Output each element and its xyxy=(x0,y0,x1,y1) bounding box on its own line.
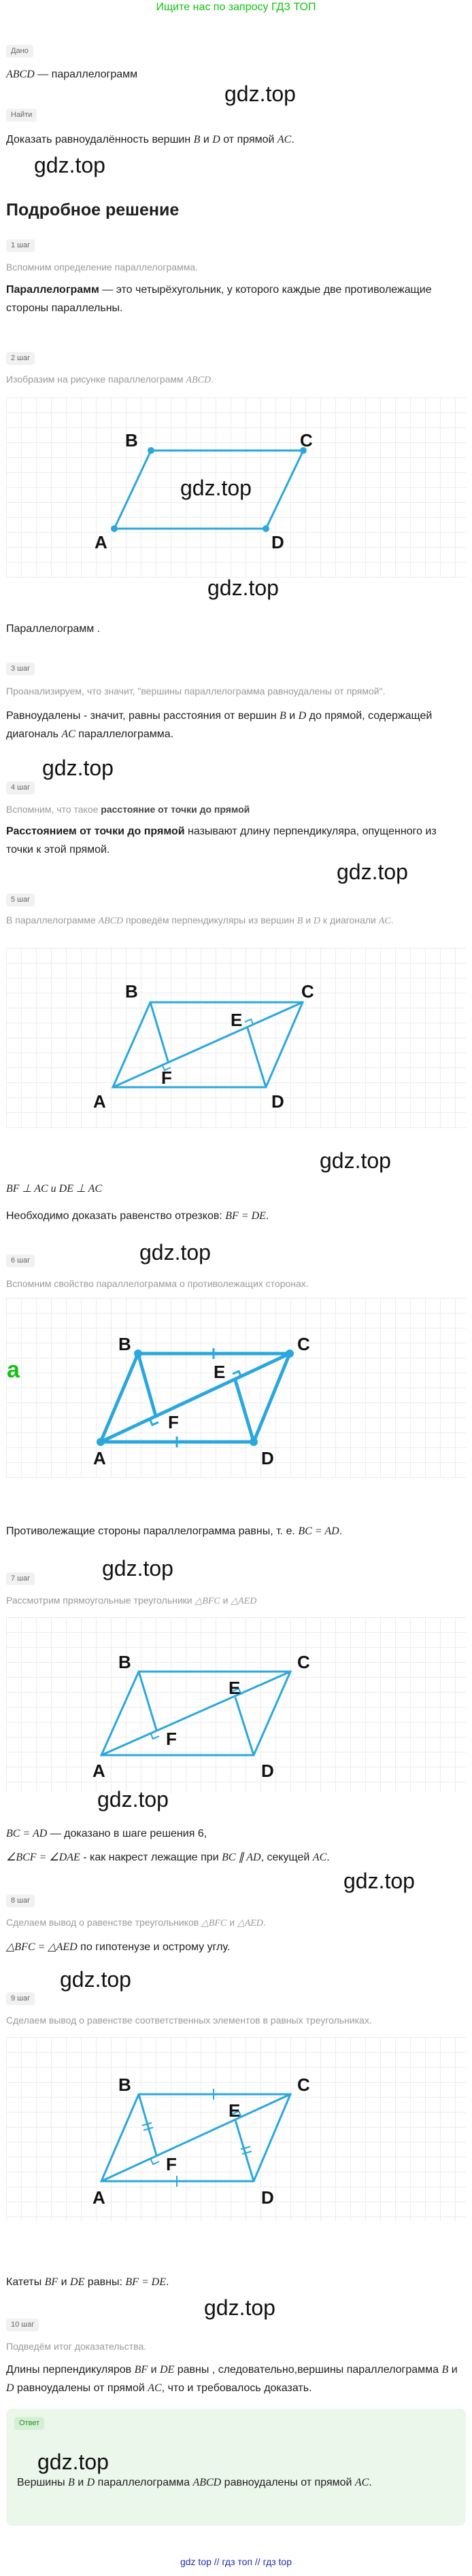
label-C: C xyxy=(297,1334,310,1354)
label-E: E xyxy=(229,1678,241,1698)
label-D: D xyxy=(271,532,284,552)
step-3-text: Равноудалены - значит, равны расстояния от вершин B и D до прямой, содержащей диагональ AC параллелограмма. xyxy=(6,710,433,740)
watermark: gdz.top xyxy=(42,756,114,780)
step-9-tag: 9 шаг xyxy=(6,1992,35,2005)
watermark: gdz.top xyxy=(34,153,105,177)
top-search-link[interactable]: Ищите нас по запросу ГДЗ ТОП xyxy=(156,1,316,13)
figure-triangles xyxy=(6,1617,466,1793)
answer-tag: Ответ xyxy=(14,2417,44,2430)
find-text: Доказать равноудалённость вершин B и D от прямой AC. xyxy=(6,134,294,145)
label-B: B xyxy=(118,1652,131,1672)
step-4-hint: Вспомним, что такое расстояние от точки до прямой xyxy=(6,804,250,815)
label-D: D xyxy=(271,1091,284,1112)
step-9-hint: Сделаем вывод о равенстве соответственных элементов в равных треугольниках. xyxy=(6,2015,372,2026)
step-3-tag: 3 шаг xyxy=(6,663,35,675)
step-1-text: Параллелограмм — это четырёхугольник, у которого каждые две противолежащие стороны параллельны. xyxy=(6,284,432,314)
figure-equal-sides xyxy=(6,1298,466,1478)
label-C: C xyxy=(297,2075,310,2095)
step-9-text: Катеты BF и DE равны: BF = DE. xyxy=(6,2276,169,2288)
find-tag: Найти xyxy=(6,109,37,122)
step-8-text: △BFC = △AED по гипотенузе и острому углу. xyxy=(6,1941,231,1953)
label-A: A xyxy=(92,1761,105,1781)
label-C: C xyxy=(297,1652,310,1672)
watermark: gdz.top xyxy=(97,1787,169,1812)
step-4-text: Расстоянием от точки до прямой называют длину перпендикуляра, опущенного из точки к этой прямой. xyxy=(6,826,437,855)
label-F: F xyxy=(161,1068,172,1088)
watermark: gdz.top xyxy=(180,476,252,500)
label-A: A xyxy=(92,2187,105,2208)
label-C: C xyxy=(301,981,314,1002)
watermark: gdz.top xyxy=(207,576,279,600)
step-3-hint: Проанализируем, что значит, "вершины параллелограмма равноудалены от прямой". xyxy=(6,686,386,696)
label-F: F xyxy=(166,2154,177,2174)
step-5-tag: 5 шаг xyxy=(6,894,35,906)
label-D: D xyxy=(261,2187,274,2208)
step-10-text: Длины перпендикуляров BF и DE равны , следовательно,вершины параллелограмма B и D равноудалены от прямой AC, что и требовалось доказать. xyxy=(6,2364,458,2394)
solution-title: Подробное решение xyxy=(6,200,180,219)
step-2-after: Параллелограмм . xyxy=(6,623,101,635)
watermark: gdz.top xyxy=(60,1967,131,1992)
step-7-line-2: ∠BCF = ∠DAE - как накрест лежащие при BC ∥ AD, секущей AC. xyxy=(6,1852,330,1863)
label-A: A xyxy=(93,1091,106,1112)
step-8-hint: Сделаем вывод о равенстве треугольников △BFC и △AED. xyxy=(6,1917,266,1928)
step-1-tag: 1 шаг xyxy=(6,239,35,252)
label-D: D xyxy=(261,1448,274,1468)
watermark: gdz.top xyxy=(37,2450,109,2474)
step-7-line-1: BC = AD — доказано в шаге решения 6, xyxy=(6,1828,207,1839)
figure-perpendiculars xyxy=(6,948,466,1128)
label-F: F xyxy=(166,1729,177,1749)
label-B: B xyxy=(125,430,138,451)
step-2-hint: Изобразим на рисунке параллелограмм ABCD. xyxy=(6,374,214,385)
given-text: ABCD — параллелограмм xyxy=(6,69,138,80)
watermark: gdz.top xyxy=(337,860,408,884)
label-C: C xyxy=(300,430,313,451)
watermark: gdz.top xyxy=(224,82,296,106)
step-7-hint: Рассмотрим прямоугольные треугольники △BFC и △AED xyxy=(6,1595,257,1606)
label-E: E xyxy=(231,1010,243,1030)
step-10-hint: Подведём итог доказательства. xyxy=(6,2341,147,2352)
green-a-mark: a xyxy=(7,1357,20,1383)
step-1-hint: Вспомним определение параллелограмма. xyxy=(6,262,199,272)
step-5-formula: BF ⊥ AC и DE ⊥ AC xyxy=(6,1183,103,1195)
step-7-tag: 7 шаг xyxy=(6,1572,35,1585)
given-tag: Дано xyxy=(6,45,33,58)
step-2-tag: 2 шаг xyxy=(6,352,35,365)
watermark: gdz.top xyxy=(102,1556,173,1581)
footer-links[interactable]: gdz top // гдз топ // гдз top xyxy=(180,2556,292,2567)
step-6-tag: 6 шаг xyxy=(6,1254,35,1267)
label-E: E xyxy=(214,1362,226,1382)
step-5-need: Необходимо доказать равенство отрезков: BF = DE. xyxy=(6,1210,269,1222)
label-E: E xyxy=(229,2100,241,2121)
label-B: B xyxy=(118,2075,131,2095)
label-D: D xyxy=(261,1761,274,1781)
label-F: F xyxy=(168,1412,179,1432)
step-8-tag: 8 шаг xyxy=(6,1894,35,1907)
label-B: B xyxy=(118,1334,131,1354)
watermark: gdz.top xyxy=(343,1869,415,1893)
step-6-hint: Вспомним свойство параллелограмма о противолежащих сторонах. xyxy=(6,1278,309,1289)
label-A: A xyxy=(93,1448,106,1468)
answer-text: Вершины B и D параллелограмма ABCD равноудалены от прямой AC. xyxy=(17,2477,372,2488)
step-6-text: Противолежащие стороны параллелограмма равны, т. е. BC = AD. xyxy=(6,1525,343,1537)
label-B: B xyxy=(125,981,138,1002)
watermark: gdz.top xyxy=(204,2295,275,2320)
step-4-tag: 4 шаг xyxy=(6,781,35,794)
watermark: gdz.top xyxy=(320,1148,391,1173)
step-10-tag: 10 шаг xyxy=(6,2318,39,2331)
figure-equal-legs xyxy=(6,2037,466,2221)
label-A: A xyxy=(95,532,107,552)
step-5-hint: В параллелограмме ABCD проведём перпендикуляры из вершин B и D к диагонали AC. xyxy=(6,915,394,926)
watermark: gdz.top xyxy=(139,1240,211,1265)
